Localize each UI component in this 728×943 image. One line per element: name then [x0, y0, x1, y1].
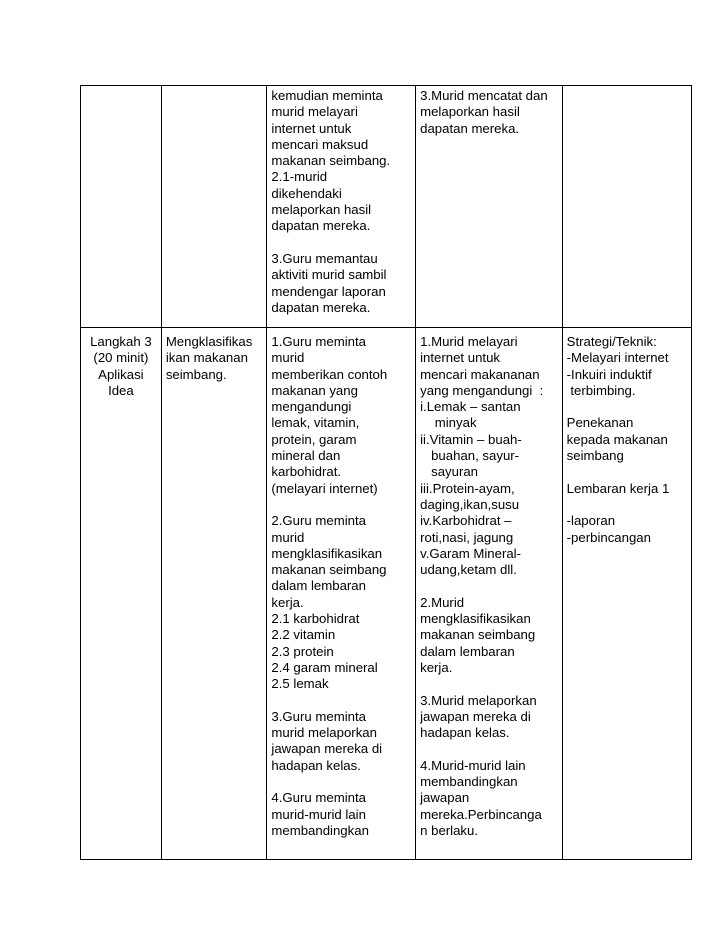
cell-text-line: 2.Murid: [420, 594, 465, 610]
cell-text-line: memberikan contoh: [271, 366, 388, 382]
cell-text-line: murid melayari: [271, 104, 358, 120]
blank-line: [271, 497, 411, 513]
cell-text-line: v.Garam Mineral-: [420, 545, 521, 561]
cell-text-line: mengandungi: [271, 399, 352, 415]
cell-text-line: internet untuk: [420, 350, 501, 366]
cell-notes: [562, 86, 691, 328]
table-row: [81, 328, 692, 860]
cell-text-line: 2.3 protein: [271, 643, 334, 659]
cell-text-line: hadapan kelas.: [271, 757, 361, 773]
blank-line: [567, 464, 687, 480]
cell-text-line: jawapan mereka di: [420, 708, 531, 724]
cell-text-line: internet untuk: [271, 120, 352, 136]
cell-text-line: kerja.: [271, 594, 304, 610]
blank-line: [420, 676, 558, 692]
cell-text-line: mineral dan: [271, 448, 341, 464]
cell-text-line: jawapan mereka di: [271, 741, 383, 757]
cell-text-line: 2.5 lemak: [271, 676, 329, 692]
cell-text-line: dalam lembaran: [420, 643, 515, 659]
cell-text-line: murid-murid lain: [271, 806, 366, 822]
cell-text-line: udang,ketam dll.: [420, 562, 517, 578]
cell-text-line: kemudian meminta: [271, 88, 383, 103]
cell-text-line: sayuran: [420, 464, 479, 480]
cell-text-line: membandingkan: [420, 774, 518, 790]
cell-text-line: dalam lembaran: [271, 578, 366, 594]
cell-text-line: protein, garam: [271, 431, 357, 447]
cell-text-line: 2.1 karbohidrat: [271, 611, 360, 627]
cell-text-line: Aplikasi: [98, 366, 144, 382]
cell-text-line: melaporkan hasil: [271, 202, 372, 218]
cell-text-line: murid melaporkan: [271, 725, 377, 741]
cell-topic: [161, 328, 267, 860]
cell-text-line: aktiviti murid sambil: [271, 267, 387, 283]
cell-text-line: mendengar laporan: [271, 283, 386, 299]
cell-text-line: ikan makanan: [165, 350, 248, 366]
cell-notes: [562, 328, 691, 860]
lesson-plan-table: [80, 85, 692, 860]
cell-text-line: -laporan: [566, 513, 616, 529]
cell-text-line: daging,ikan,susu: [420, 496, 520, 512]
cell-text-line: Mengklasifikas: [165, 334, 253, 349]
cell-text-line: mengklasifikasikan: [271, 545, 383, 561]
cell-text-line: -Inkuiri induktif: [566, 366, 652, 382]
cell-text-line: Idea: [108, 382, 134, 398]
cell-text-line: dapatan mereka.: [271, 299, 371, 315]
cell-text-line: murid: [271, 529, 305, 545]
cell-text-line: roti,nasi, jagung: [420, 529, 514, 545]
cell-text-line: membandingkan: [271, 822, 369, 838]
cell-text-line: i.Lemak – santan: [420, 399, 521, 415]
cell-text-line: 1.Guru meminta: [271, 334, 366, 349]
cell-text-line: 3.Guru meminta: [271, 708, 366, 724]
cell-text-line: 3.Murid melaporkan: [420, 692, 537, 708]
cell-text-line: makanan yang: [271, 382, 358, 398]
cell-text-line: dikehendaki: [271, 185, 342, 201]
blank-line: [420, 578, 558, 594]
cell-teacher-activity: [267, 328, 416, 860]
cell-text-line: 2.1-murid: [271, 169, 328, 185]
cell-text-line: kerja.: [420, 659, 453, 675]
cell-text-line: -perbincangan: [566, 529, 651, 545]
cell-text-line: Langkah 3: [90, 334, 152, 349]
cell-text-line: 4.Murid-murid lain: [420, 757, 526, 773]
cell-text-line: 2.2 vitamin: [271, 627, 336, 643]
cell-text-line: makanan seimbang: [420, 627, 536, 643]
cell-student-activity: [416, 328, 563, 860]
cell-text-line: 3.Guru memantau: [271, 250, 378, 266]
cell-text-line: ii.Vitamin – buah-: [420, 431, 522, 447]
cell-text-line: seimbang.: [165, 366, 227, 382]
cell-student-activity: [416, 86, 563, 328]
cell-text-line: buahan, sayur-: [420, 448, 520, 464]
cell-text-line: 4.Guru meminta: [271, 790, 366, 806]
cell-text-line: minyak: [420, 415, 477, 431]
cell-text-line: iv.Karbohidrat –: [420, 513, 512, 529]
cell-text-line: yang mengandungi :: [420, 382, 544, 398]
blank-line: [271, 774, 411, 790]
cell-text-line: Lembaran kerja 1: [566, 480, 670, 496]
cell-text-line: -Melayari internet: [566, 350, 669, 366]
cell-text-line: jawapan: [420, 790, 470, 806]
blank-line: [271, 693, 411, 709]
cell-text-line: (melayari internet): [271, 480, 378, 496]
cell-text-line: iii.Protein-ayam,: [420, 480, 515, 496]
blank-line: [567, 399, 687, 415]
cell-text-line: Strategi/Teknik:: [566, 334, 657, 349]
cell-text-line: mencari makananan: [420, 366, 540, 382]
cell-text-line: 2.Guru meminta: [271, 513, 366, 529]
cell-text-line: hadapan kelas.: [420, 725, 510, 741]
cell-text-line: 1.Murid melayari: [420, 334, 518, 349]
cell-text-line: 2.4 garam mineral: [271, 659, 378, 675]
cell-text-line: kepada makanan: [566, 431, 668, 447]
cell-step: [81, 328, 162, 860]
cell-text-line: seimbang: [566, 448, 624, 464]
cell-text-line: 3.Murid mencatat dan: [420, 88, 548, 103]
cell-step: [81, 86, 162, 328]
cell-text-line: makanan seimbang: [271, 562, 387, 578]
cell-text-line: n berlaku.: [420, 822, 479, 838]
blank-line: [420, 741, 558, 757]
cell-teacher-activity: [267, 86, 416, 328]
cell-text-line: mengklasifikasikan: [420, 611, 531, 627]
blank-line: [567, 497, 687, 513]
cell-text-line: terbimbing.: [566, 382, 636, 398]
cell-topic: [161, 86, 267, 328]
cell-text-line: mencari maksud: [271, 136, 369, 152]
cell-text-line: Penekanan: [566, 415, 634, 431]
cell-text-line: lemak, vitamin,: [271, 415, 360, 431]
cell-text-line: (20 minit): [93, 350, 149, 366]
blank-line: [271, 235, 411, 251]
cell-text-line: dapatan mereka.: [420, 120, 520, 136]
cell-text-line: mereka.Perbincanga: [420, 806, 542, 822]
cell-text-line: karbohidrat.: [271, 464, 342, 480]
cell-text-line: dapatan mereka.: [271, 218, 371, 234]
table-row: [81, 86, 692, 328]
cell-text-line: murid: [271, 350, 305, 366]
cell-text-line: melaporkan hasil: [420, 104, 520, 120]
cell-text-line: makanan seimbang.: [271, 153, 391, 169]
